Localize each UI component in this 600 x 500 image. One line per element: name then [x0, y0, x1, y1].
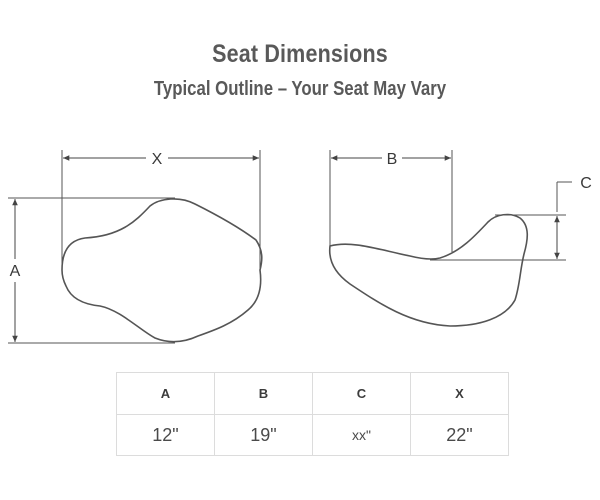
x-dimension-label: X	[151, 151, 163, 168]
table-cell: xx"	[313, 415, 411, 456]
table-cell: 12"	[117, 415, 215, 456]
table-cell: 22"	[411, 415, 509, 456]
a-dimension-label: A	[9, 263, 21, 280]
page-title: Seat Dimensions	[212, 40, 388, 68]
side-view-outline	[330, 215, 528, 326]
side-view-seat	[330, 150, 592, 326]
table-header-cell: A	[117, 373, 215, 415]
page-subtitle: Typical Outline – Your Seat May Vary	[153, 78, 447, 100]
table-header-cell: X	[411, 373, 509, 415]
b-dimension-label: B	[386, 151, 398, 168]
table-row	[117, 415, 509, 456]
table-header-row	[117, 373, 509, 415]
dimensions-table	[116, 372, 509, 456]
top-view-seat	[8, 150, 262, 343]
c-dimension-label: C	[580, 175, 592, 192]
table-header-cell: B	[215, 373, 313, 415]
table-header-cell: C	[313, 373, 411, 415]
table-cell: 19"	[215, 415, 313, 456]
top-view-outline	[62, 199, 262, 342]
